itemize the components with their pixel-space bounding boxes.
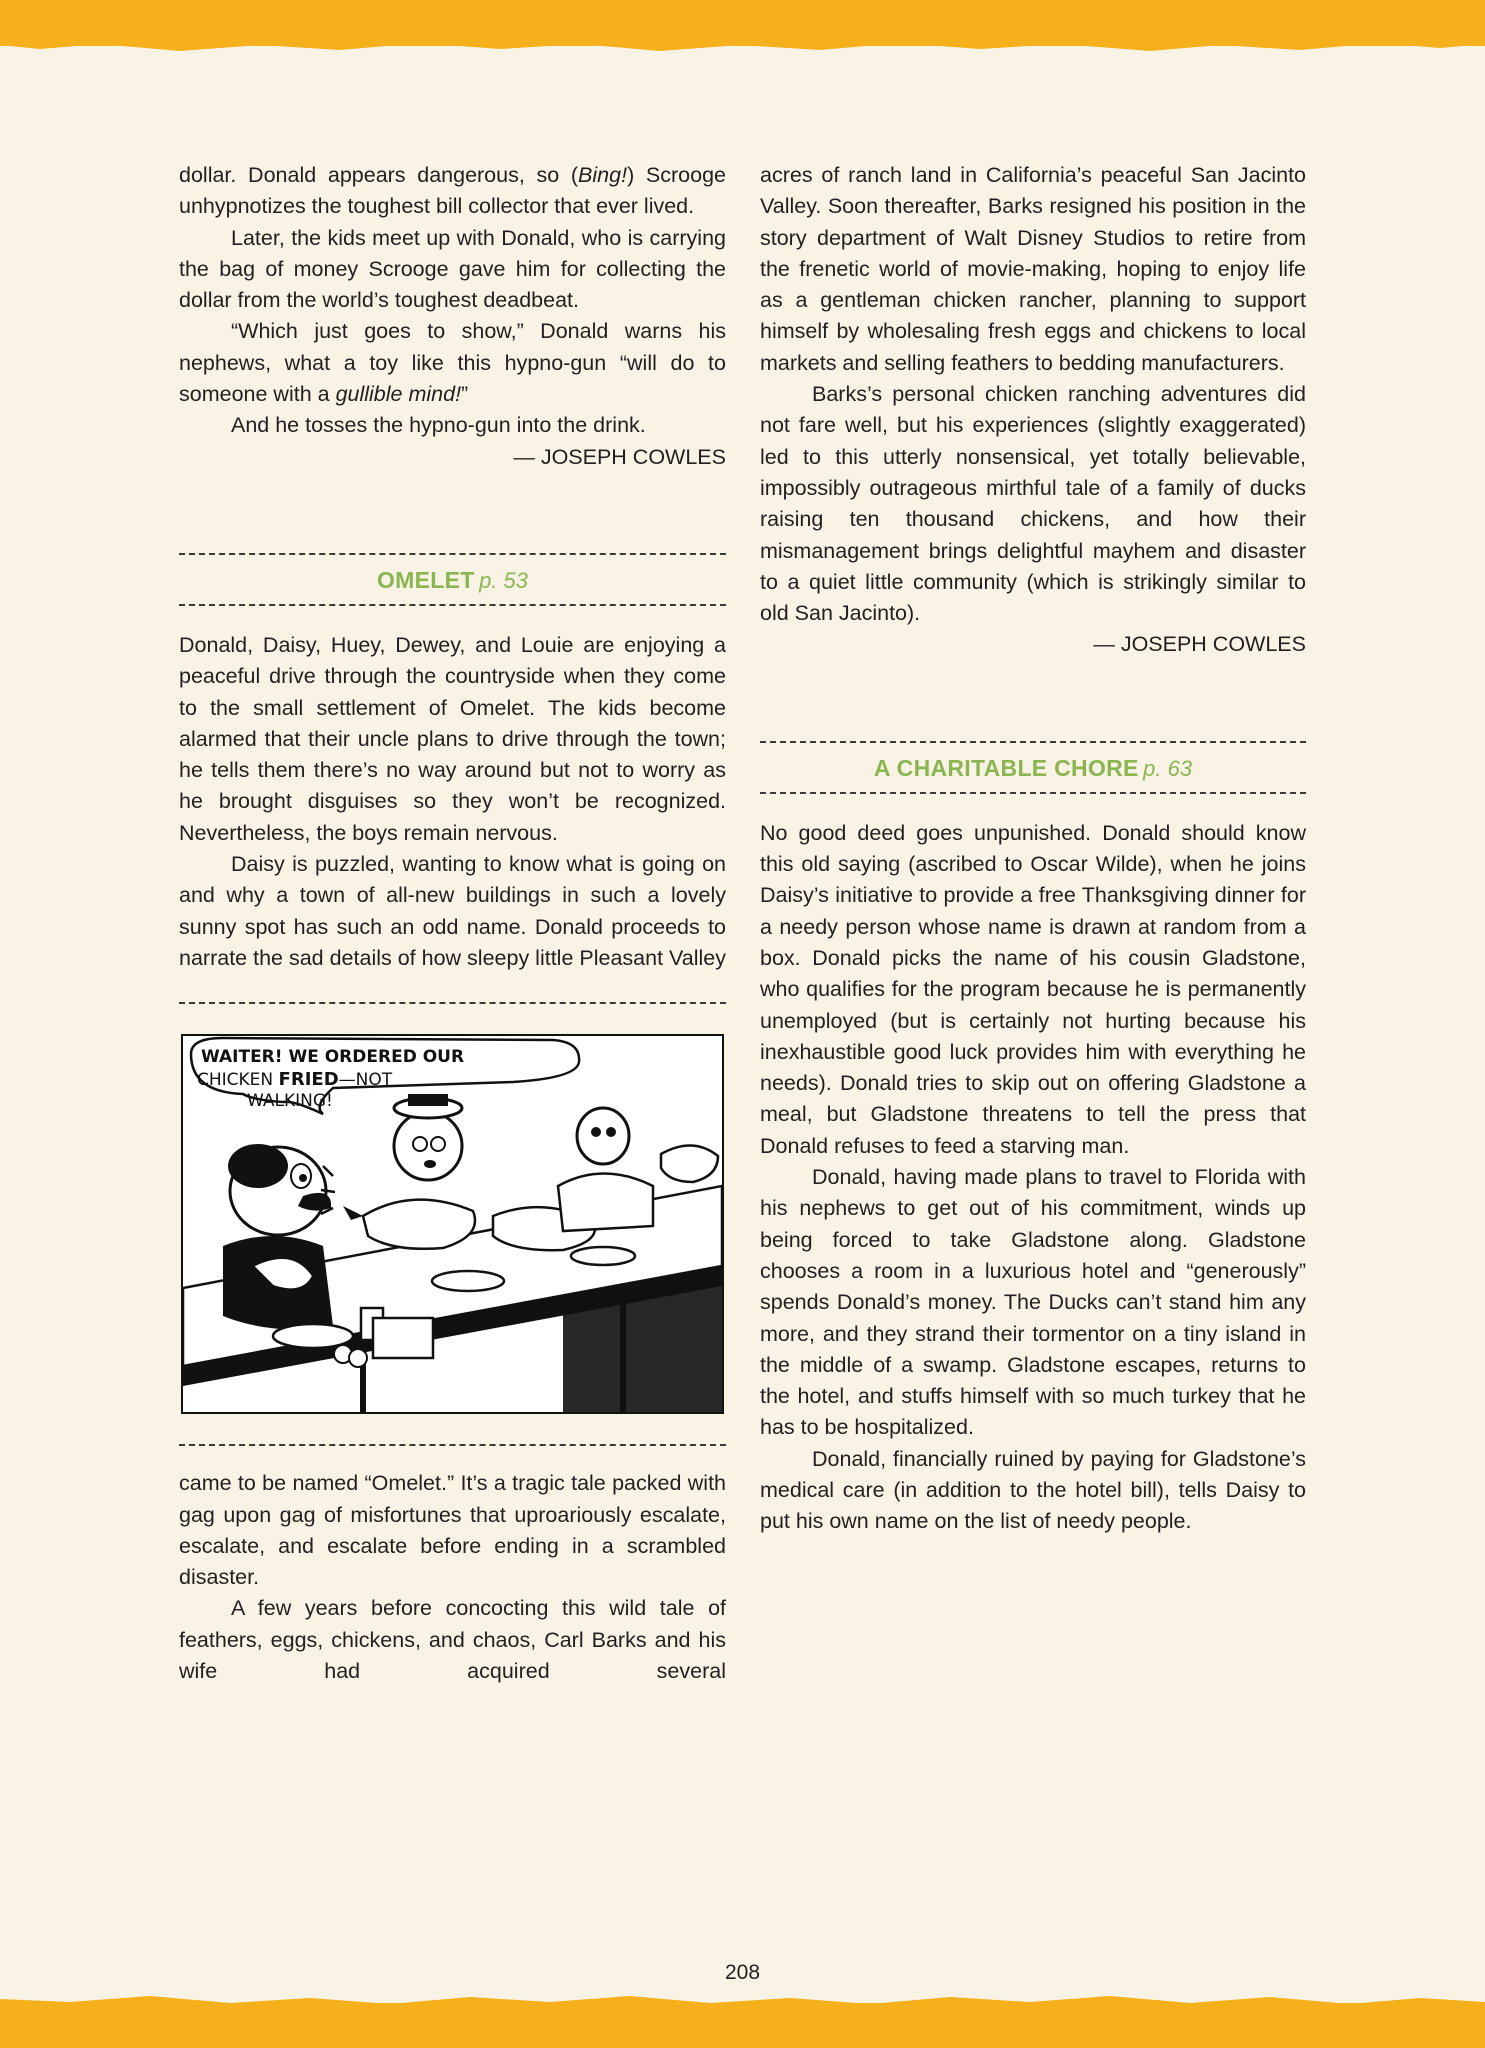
napkin-holder (373, 1318, 433, 1358)
plate (571, 1247, 635, 1265)
section-title: OMELET (376, 566, 475, 593)
right-column (760, 160, 1306, 1538)
chicken (363, 1200, 475, 1249)
paragraph: Donald, financially ruined by paying for Gladstone’s medical care (in addition to the hotel bill), tells Daisy to put his own name on the list of needy people. (760, 1446, 1306, 1534)
section-heading-omelet (179, 553, 726, 606)
paragraph: Daisy is puzzled, wanting to know what is going on and why a town of all-new buildings in such a lovely sunny spot has such an odd name. Donald proceeds to narrate the sad details of how sleepy little Pleasant Valley (179, 852, 726, 970)
bottom-border-band (0, 2003, 1485, 2048)
section-page-ref: p. 63 (1143, 755, 1193, 781)
bottom-band-torn-edge (0, 1993, 1485, 2007)
paragraph: Barks’s personal chicken ranching adventures did not fare well, but his experiences (slightly exaggerated) led to this utterly nonsensical, yet totally believable, impossibly outrageous mirthful tale of a family of ducks raising ten thousand chickens, and how their mismanagement brings delightful mayhem and disaster to a quiet little community (which is strikingly similar to old San Jacinto). (760, 382, 1306, 626)
top-border-band (0, 0, 1485, 46)
balloon-text-line: WAITER! WE ORDERED OUR (201, 1047, 465, 1068)
balloon-text-line: CHICKEN FRIED—NOT (197, 1069, 393, 1091)
left-column (179, 160, 726, 1687)
balloon-text-line: WALKING! (247, 1091, 333, 1112)
daisy-head (394, 1112, 462, 1180)
comic-panel (181, 1034, 724, 1414)
paragraph: Donald, Daisy, Huey, Dewey, and Louie are enjoying a peaceful drive through the countryside when they come to the small settlement of Omelet. The kids become alarmed that their uncle plans to drive through the town; he tells them there’s no way around but not to worry as he brought disguises so they won’t be recognized. Nevertheless, the boys remain nervous. (179, 632, 726, 845)
section-page-ref: p. 53 (479, 567, 529, 593)
nephew-head (577, 1108, 629, 1164)
paragraph: No good deed goes unpunished. Donald should know this old saying (ascribed to Oscar Wilde), when he joins Daisy’s initiative to provide a free Thanksgiving dinner for a needy person whose name is drawn at random from a box. Donald picks the name of his cousin Gladstone, who qualifies for the program because he is permanently unemployed (but is certainly not hurting because his inexhaustible good luck provides him with everything he needs). Donald tries to skip out on offering Gladstone a meal, but Gladstone threatens to tell the press that Donald refuses to feed a starving man. (760, 820, 1306, 1158)
paragraph: And he tosses the hypno-gun into the drink. (231, 413, 646, 438)
paragraph: came to be named “Omelet.” It’s a tragic tale packed with gag upon gag of misfortunes that uproariously escalate, escalate, and escalate before ending in a scrambled disaster. (179, 1471, 726, 1590)
paragraph: dollar. Donald appears dangerous, so (Bing!) Scrooge unhypnotizes the toughest bill collector that ever lived. (179, 163, 726, 219)
paragraph: A few years before concocting this wild tale of feathers, eggs, chickens, and chaos, Carl Barks and his wife had acquired several (179, 1596, 726, 1684)
byline: — JOSEPH COWLES (513, 444, 726, 469)
byline: — JOSEPH COWLES (1093, 632, 1306, 657)
paragraph: “Which just goes to show,” Donald warns his nephews, what a toy like this hypno-gun “will do to someone with a gullible mind!” (179, 319, 726, 407)
paragraph: acres of ranch land in California’s peaceful San Jacinto Valley. Soon thereafter, Barks resigned his position in the story department of Walt Disney Studios to retire from the frenetic world of movie-making, hoping to enjoy life as a gentleman chicken rancher, planning to support himself by wholesaling fresh eggs and chickens to local markets and selling feathers to bedding manufacturers. (760, 163, 1306, 375)
plate (432, 1271, 504, 1291)
comic-panel-frame (179, 1002, 726, 1446)
paragraph: Later, the kids meet up with Donald, who is carrying the bag of money Scrooge gave him for collecting the dollar from the world’s toughest deadbeat. (179, 225, 726, 313)
comic-panel-drawing (183, 1036, 722, 1412)
chicken (661, 1146, 718, 1183)
top-band-torn-edge (0, 40, 1485, 54)
paragraph: Donald, having made plans to travel to Florida with his nephews to get out of his commitment, winds up being forced to take Gladstone along. Gladstone chooses a room in a luxurious hotel and “generously” spends Donald’s money. The Ducks can’t stand him any more, and they strand their tormentor on a tiny island in the middle of a swamp. Gladstone escapes, returns to the hotel, and stuffs himself with so much turkey that he has to be hospitalized. (760, 1165, 1306, 1440)
section-title: A CHARITABLE CHORE (873, 754, 1139, 781)
section-heading-charitable-chore (760, 741, 1306, 794)
page-number: 208 (724, 1961, 761, 1984)
